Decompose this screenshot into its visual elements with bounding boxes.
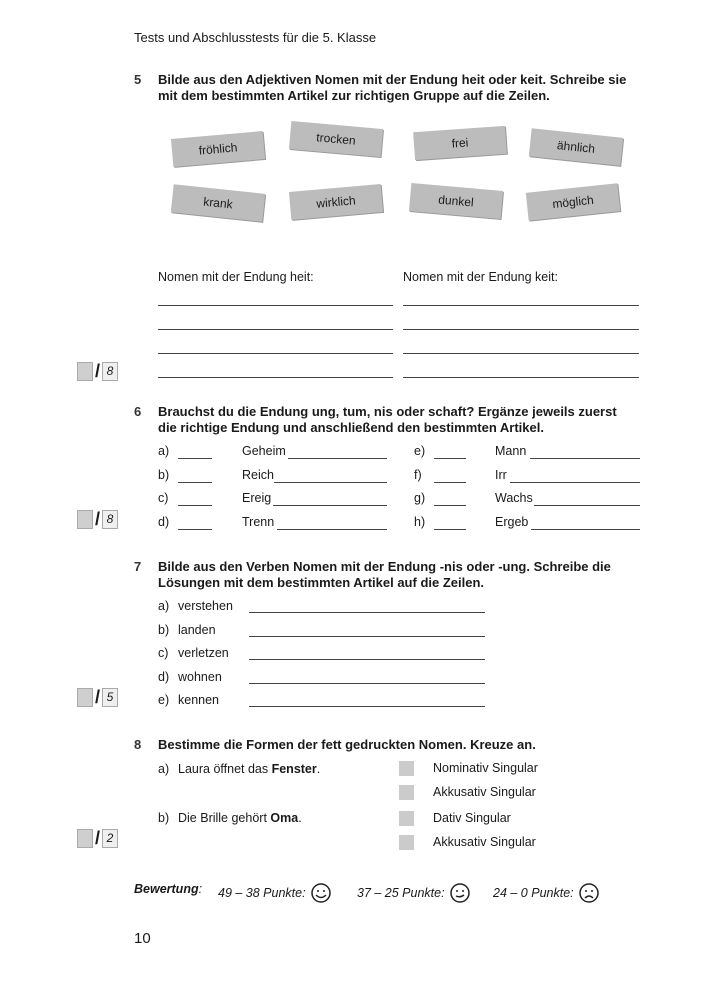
- happy-face-icon: [310, 882, 332, 904]
- rating-range-poor: [493, 882, 600, 904]
- rating-range-good: [218, 882, 332, 904]
- option-label: Nominativ Singular: [433, 761, 538, 775]
- article-line[interactable]: [530, 458, 640, 459]
- answer-line[interactable]: [158, 305, 393, 306]
- score-box-ex5: / 8: [77, 361, 118, 381]
- rating-range-medium: [357, 882, 471, 904]
- word-chip: möglich: [526, 183, 620, 220]
- exercise-8-instruction: Bestimme die Formen der fett gedruckten Nomen. Kreuze an.: [158, 737, 536, 752]
- score-max: 8: [102, 362, 118, 381]
- answer-line[interactable]: [403, 353, 639, 354]
- item-verb: kennen: [178, 693, 220, 707]
- item-letter: c): [158, 646, 169, 660]
- column-heading-heit: Nomen mit der Endung heit:: [158, 270, 314, 284]
- word-chip: fröhlich: [171, 131, 265, 167]
- page-number: 10: [134, 930, 151, 947]
- column-heading-keit: Nomen mit der Endung keit:: [403, 270, 558, 284]
- answer-line[interactable]: [403, 377, 639, 378]
- item-letter: a): [158, 444, 170, 458]
- score-input-box[interactable]: [77, 688, 93, 707]
- option-label: Akkusativ Singular: [433, 785, 536, 799]
- item-letter: h): [414, 515, 426, 529]
- sentence-a: Laura öffnet das Fenster.: [178, 762, 321, 776]
- sentence-b: Die Brille gehört Oma.: [178, 811, 302, 825]
- score-max: 8: [102, 510, 118, 529]
- rating-label: Bewertung: [134, 882, 199, 896]
- word-chip: krank: [171, 184, 265, 221]
- item-letter: d): [158, 515, 170, 529]
- item-word: Ereig: [242, 491, 272, 505]
- page-header: Tests und Abschlusstests für die 5. Klasse: [134, 30, 377, 45]
- answer-line[interactable]: [249, 612, 485, 613]
- word-chip: dunkel: [409, 183, 503, 219]
- answer-line[interactable]: [158, 377, 393, 378]
- rating-bar: [134, 882, 216, 896]
- ending-line[interactable]: [178, 505, 212, 506]
- article-line[interactable]: [273, 505, 387, 506]
- word-chip: frei: [413, 126, 507, 160]
- answer-line[interactable]: [158, 329, 393, 330]
- answer-line[interactable]: [403, 329, 639, 330]
- item-letter: d): [158, 670, 170, 684]
- item-letter: c): [158, 491, 169, 505]
- ending-line[interactable]: [434, 505, 466, 506]
- item-word: Ergeb: [495, 515, 529, 529]
- checkbox[interactable]: [399, 785, 414, 800]
- rating-range-text: 37 – 25 Punkte:: [357, 886, 445, 900]
- item-letter: a): [158, 762, 170, 776]
- score-input-box[interactable]: [77, 362, 93, 381]
- ending-line[interactable]: [434, 529, 466, 530]
- ending-line[interactable]: [178, 529, 212, 530]
- item-word: Trenn: [242, 515, 275, 529]
- exercise-7-instruction: Bilde aus den Verben Nomen mit der Endung -nis oder -ung. Schreibe die Lösungen mit dem bestimmten Artikel auf die Zeilen.: [158, 559, 611, 590]
- item-letter: e): [414, 444, 426, 458]
- score-input-box[interactable]: [77, 829, 93, 848]
- ending-line[interactable]: [434, 458, 466, 459]
- article-line[interactable]: [274, 482, 387, 483]
- item-letter: f): [414, 468, 422, 482]
- article-line[interactable]: [531, 529, 640, 530]
- score-box-ex6: / 8: [77, 509, 118, 529]
- article-line[interactable]: [288, 458, 387, 459]
- ending-line[interactable]: [178, 482, 212, 483]
- item-verb: verstehen: [178, 599, 233, 613]
- item-letter: g): [414, 491, 426, 505]
- option-label: Dativ Singular: [433, 811, 511, 825]
- word-chip: wirklich: [289, 184, 383, 220]
- exercise-6-instruction: Brauchst du die Endung ung, tum, nis oder schaft? Ergänze jeweils zuerst die richtige Endung und anschließend den bestimmten Artikel.: [158, 404, 617, 435]
- sad-face-icon: [578, 882, 600, 904]
- score-box-ex8: / 2: [77, 828, 118, 848]
- item-letter: e): [158, 693, 170, 707]
- ending-line[interactable]: [434, 482, 466, 483]
- answer-line[interactable]: [249, 706, 485, 707]
- score-max: 5: [102, 688, 118, 707]
- item-word: Reich: [242, 468, 274, 482]
- exercise-8-number: 8: [134, 737, 142, 752]
- score-max: 2: [102, 829, 118, 848]
- smile-face-icon: [449, 882, 471, 904]
- word-chip: trocken: [289, 121, 383, 157]
- item-word: Wachs: [495, 491, 533, 505]
- item-verb: wohnen: [178, 670, 222, 684]
- rating-range-text: 24 – 0 Punkte:: [493, 886, 574, 900]
- answer-line[interactable]: [403, 305, 639, 306]
- answer-line[interactable]: [249, 636, 485, 637]
- exercise-5-number: 5: [134, 72, 142, 87]
- answer-line[interactable]: [249, 659, 485, 660]
- item-word: Mann: [495, 444, 527, 458]
- rating-colon: :: [198, 882, 216, 896]
- item-letter: b): [158, 623, 170, 637]
- item-letter: b): [158, 468, 170, 482]
- item-verb: landen: [178, 623, 216, 637]
- checkbox[interactable]: [399, 835, 414, 850]
- answer-line[interactable]: [158, 353, 393, 354]
- checkbox[interactable]: [399, 811, 414, 826]
- option-label: Akkusativ Singular: [433, 835, 536, 849]
- answer-line[interactable]: [249, 683, 485, 684]
- exercise-6-number: 6: [134, 404, 142, 419]
- item-word: Irr: [495, 468, 507, 482]
- ending-line[interactable]: [178, 458, 212, 459]
- item-letter: a): [158, 599, 170, 613]
- checkbox[interactable]: [399, 761, 414, 776]
- exercise-7-number: 7: [134, 559, 142, 574]
- word-chip: ähnlich: [529, 128, 623, 165]
- item-verb: verletzen: [178, 646, 229, 660]
- rating-range-text: 49 – 38 Punkte:: [218, 886, 306, 900]
- article-line[interactable]: [277, 529, 387, 530]
- article-line[interactable]: [534, 505, 640, 506]
- item-letter: b): [158, 811, 170, 825]
- score-input-box[interactable]: [77, 510, 93, 529]
- item-word: Geheim: [242, 444, 286, 458]
- article-line[interactable]: [510, 482, 640, 483]
- score-box-ex7: / 5: [77, 687, 118, 707]
- exercise-5-instruction: Bilde aus den Adjektiven Nomen mit der Endung heit oder keit. Schreibe sie mit dem bestimmten Artikel zur richtigen Gruppe auf die Zeilen.: [158, 72, 627, 103]
